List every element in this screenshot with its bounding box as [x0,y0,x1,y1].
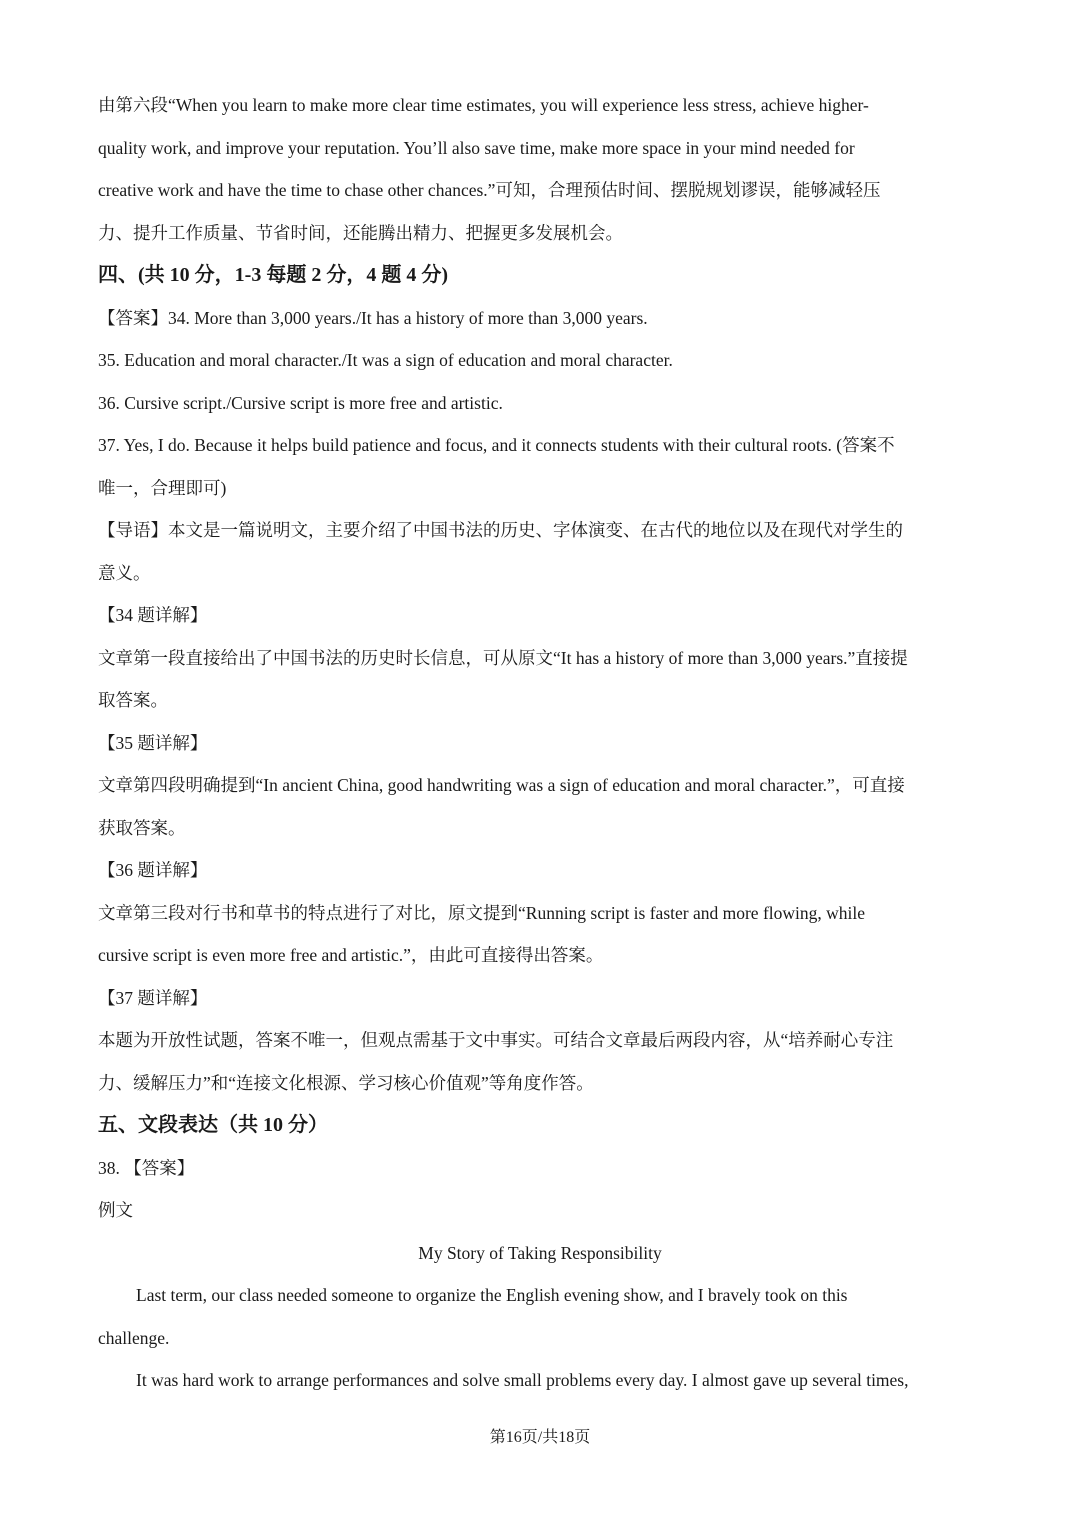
paragraph-line: quality work, and improve your reputation. You’ll also save time, make more space in your mind needed for [98,137,855,158]
question-label: 【36 题详解】 [98,860,208,880]
answer-line: 36. Cursive script./Cursive script is more free and artistic. [98,392,503,413]
explanation-line: cursive script is even more free and artistic.”，由此可直接得出答案。 [98,945,604,965]
explanation-line: 文章第四段明确提到“In ancient China, good handwriting was a sign of education and moral character.”，可直接 [98,775,905,795]
paragraph-line: 由第六段“When you learn to make more clear time estimates, you will experience less stress, achieve higher- [98,95,869,115]
section-heading: 四、(共 10 分，1-3 每题 2 分，4 题 4 分) [98,264,448,286]
explanation-line: 文章第三段对行书和草书的特点进行了对比，原文提到“Running script is faster and more flowing, while [98,902,866,923]
question-label: 【35 题详解】 [98,732,208,753]
explanation-line: 力、缓解压力”和“连接文化根源、学习核心价值观”等角度作答。 [98,1072,594,1093]
question-label: 【34 题详解】 [98,605,208,625]
paragraph-line: creative work and have the time to chase other chances.”可知，合理预估时间、摆脱规划谬误，能够减轻压 [98,180,881,200]
explanation-line: 本题为开放性试题，答案不唯一，但观点需基于文中事实。可结合文章最后两段内容，从“培养耐心专注 [98,1030,894,1050]
explanation-line: 文章第一段直接给出了中国书法的历史时长信息，可从原文“It has a history of more than 3,000 years.”直接提 [98,647,908,668]
section-heading: 五、文段表达（共 10 分） [98,1114,328,1136]
answer-line: 37. Yes, I do. Because it helps build patience and focus, and it connects students with their cultural roots. (答案不 [98,435,895,455]
answer-label: 38. 【答案】 [98,1157,195,1178]
answer-line: 唯一，合理即可) [98,477,227,498]
sample-label: 例文 [98,1200,133,1220]
explanation-line: 取答案。 [98,690,168,710]
explanation-line: 获取答案。 [98,817,186,838]
intro-line: 意义。 [98,562,151,583]
page-number: 第16页/共18页 [489,1429,591,1446]
intro-line: 【导语】本文是一篇说明文，主要介绍了中国书法的历史、字体演变、在古代的地位以及在现代对学生的 [98,520,903,540]
essay-line: Last term, our class needed someone to organize the English evening show, and I bravely took on this [136,1285,848,1305]
page-content [98,84,982,1402]
essay-title: My Story of Taking Responsibility [418,1242,662,1263]
essay-line: It was hard work to arrange performances and solve small problems every day. I almost gave up several times, [136,1370,909,1390]
paragraph-line: 力、提升工作质量、节省时间，还能腾出精力、把握更多发展机会。 [98,222,623,243]
question-label: 【37 题详解】 [98,987,208,1008]
answer-line: 35. Education and moral character./It was a sign of education and moral character. [98,350,673,370]
answer-line: 【答案】34. More than 3,000 years./It has a history of more than 3,000 years. [98,307,648,328]
essay-line: challenge. [98,1327,170,1348]
